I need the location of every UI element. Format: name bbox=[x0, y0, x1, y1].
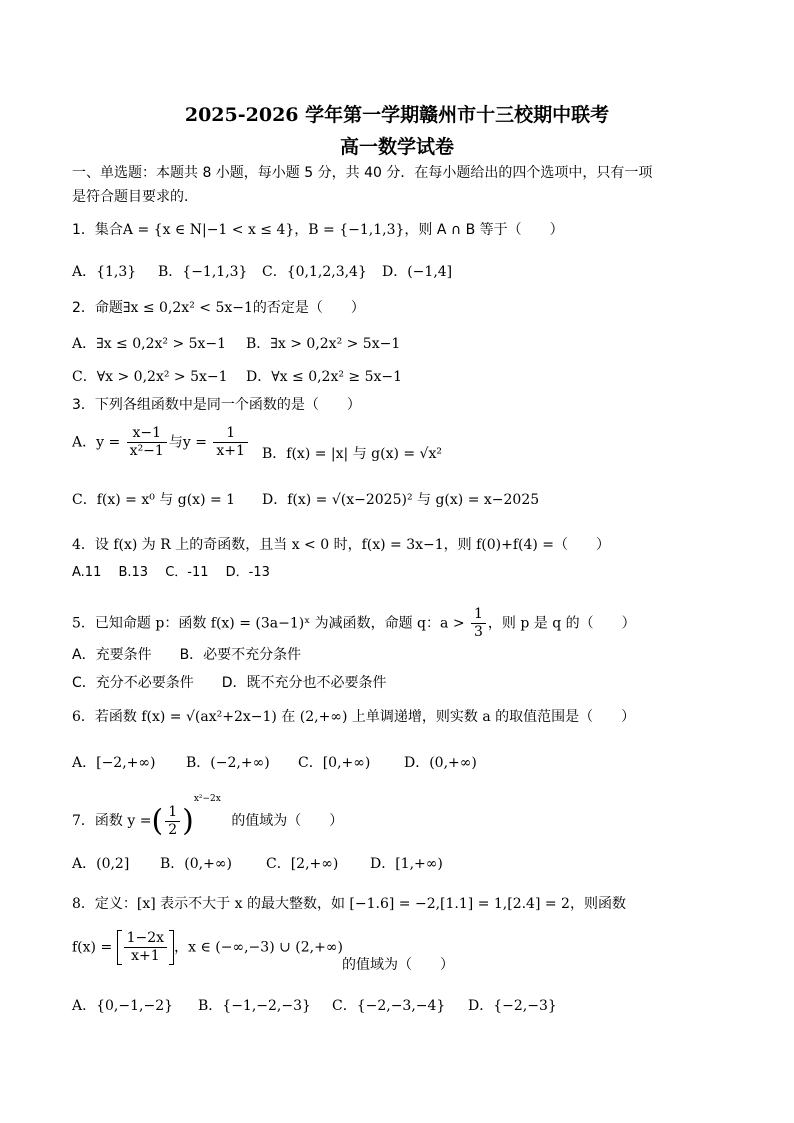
exam-title: 2025-2026 学年第一学期赣州市十三校期中联考 bbox=[184, 104, 610, 126]
q3-option-d: D．f(x) = √(x−2025)² 与 g(x) = x−2025 bbox=[262, 492, 540, 508]
q3-a-mid: 与 bbox=[168, 434, 183, 451]
q3-option-a bbox=[72, 425, 250, 460]
section-instructions-line1: 一、单选题：本题共 8 小题，每小题 5 分，共 40 分．在每小题给出的四个选项中，只有一项 bbox=[72, 165, 653, 181]
question-3-stem: 3．下列各组函数中是同一个函数的是（ ） bbox=[72, 397, 361, 413]
question-1-stem bbox=[72, 222, 564, 240]
q2-option-c: C．∀x > 0,2x² > 5x−1 bbox=[72, 369, 228, 385]
q7-right-paren: ) bbox=[182, 803, 194, 839]
q7-y: y = bbox=[127, 813, 152, 829]
q6-option-d: D．(0,+∞) bbox=[404, 755, 477, 771]
q7-prefix: 7．函数 bbox=[72, 813, 123, 829]
q7-option-b: B．(0,+∞) bbox=[160, 856, 232, 872]
q6-option-a: A．[−2,+∞) bbox=[72, 755, 156, 771]
q5-options-cd: C．充分不必要条件 D．既不充分也不必要条件 bbox=[72, 675, 387, 691]
section-instructions-line2: 是符合题目要求的． bbox=[72, 189, 198, 205]
question-5-stem bbox=[72, 606, 636, 641]
q7-suffix: 的值域为（ ） bbox=[231, 813, 344, 829]
question-2-stem bbox=[72, 300, 365, 318]
q8-fraction bbox=[124, 930, 167, 965]
question-8-stem: 8．定义：[x] 表示不大于 x 的最大整数，如 [−1.6] = −2,[1.1] = 1,[2.4] = 2，则函数 bbox=[72, 896, 626, 912]
q7-exponent: x²−2x bbox=[193, 794, 221, 804]
q7-num: 1 bbox=[165, 804, 180, 822]
q3-a-num2: 1 bbox=[213, 425, 248, 443]
q3-a-den2: x+1 bbox=[216, 442, 245, 459]
q3-a-fraction-1 bbox=[127, 425, 167, 460]
q3-a-fraction-2 bbox=[213, 425, 248, 460]
q3-a-label: A． bbox=[72, 434, 97, 451]
q1-sets: A = {x ∈ N|−1 < x ≤ 4}，B = {−1,1,3} bbox=[122, 222, 405, 238]
q8-option-c: C．{−2,−3,−4} bbox=[332, 998, 446, 1014]
q8-option-b: B．{−1,−2,−3} bbox=[198, 998, 311, 1014]
q7-option-a: A．(0,2] bbox=[72, 856, 130, 872]
q1-option-b: B．{−1,1,3} bbox=[158, 264, 248, 280]
q7-option-d: D．[1,+∞) bbox=[370, 856, 443, 872]
q3-a-y2: y = bbox=[182, 434, 207, 451]
q3-a-y1: y = bbox=[96, 434, 121, 451]
q3-a-num1: x−1 bbox=[127, 425, 167, 443]
q5-den: 3 bbox=[474, 623, 483, 640]
q4-options: A.11 B.13 C．-11 D．-13 bbox=[72, 565, 270, 580]
q7-left-paren: ( bbox=[151, 803, 164, 839]
q1-suffix: ，则 A ∩ B 等于（ ） bbox=[404, 222, 564, 238]
question-4-stem: 4．设 f(x) 为 R 上的奇函数，且当 x < 0 时，f(x) = 3x−1，则 f(0)+f(4) =（ ） bbox=[72, 537, 611, 553]
q8-function bbox=[72, 930, 343, 965]
q3-a-den1: x²−1 bbox=[129, 442, 164, 459]
q5-num: 1 bbox=[471, 606, 486, 624]
q7-fraction bbox=[165, 804, 180, 839]
question-6-stem: 6．若函数 f(x) = √(ax²+2x−1) 在 (2,+∞) 上单调递增，则实数 a 的取值范围是（ ） bbox=[72, 709, 636, 725]
q1-option-c: C．{0,1,2,3,4} bbox=[262, 264, 367, 280]
q5-suffix: ，则 p 是 q 的（ ） bbox=[487, 615, 636, 632]
q6-option-c: C．[0,+∞) bbox=[298, 755, 371, 771]
q2-statement: ∃x ≤ 0,2x² < 5x−1 bbox=[122, 300, 253, 316]
q1-option-d: D．(−1,4] bbox=[382, 264, 453, 280]
q8-suffix: 的值域为（ ） bbox=[342, 957, 454, 973]
q5-prefix: 5．已知命题 p：函数 f(x) = (3a−1)ˣ 为减函数，命题 q： bbox=[72, 615, 441, 632]
question-7-stem bbox=[72, 794, 343, 840]
q2-option-d: D．∀x ≤ 0,2x² ≥ 5x−1 bbox=[246, 369, 403, 385]
q7-option-c: C．[2,+∞) bbox=[266, 856, 339, 872]
q7-den: 2 bbox=[168, 821, 178, 838]
q5-condition: a > bbox=[440, 615, 465, 632]
q2-option-a: A．∃x ≤ 0,2x² > 5x−1 bbox=[72, 336, 227, 352]
q8-floor-bracket bbox=[117, 930, 174, 965]
q2-option-b: B．∃x > 0,2x² > 5x−1 bbox=[246, 336, 401, 352]
q8-fx: f(x) = bbox=[72, 939, 113, 956]
q1-option-a: A．{1,3} bbox=[72, 264, 137, 280]
q3-option-b: B．f(x) = |x| 与 g(x) = √x² bbox=[262, 446, 442, 462]
exam-subtitle: 高一数学试卷 bbox=[339, 136, 454, 158]
q2-suffix: 的否定是（ ） bbox=[252, 300, 365, 316]
q6-option-b: B．(−2,+∞) bbox=[186, 755, 270, 771]
q8-domain: ，x ∈ (−∞,−3) ∪ (2,+∞) bbox=[174, 939, 343, 956]
q5-fraction bbox=[471, 606, 486, 641]
q8-num: 1−2x bbox=[124, 930, 167, 948]
q2-prefix: 2．命题 bbox=[72, 300, 123, 316]
q5-options-ab: A．充要条件 B．必要不充分条件 bbox=[72, 647, 302, 663]
q8-option-a: A．{0,−1,−2} bbox=[72, 998, 174, 1014]
q3-option-c: C．f(x) = x⁰ 与 g(x) = 1 bbox=[72, 492, 236, 508]
q8-option-d: D．{−2,−3} bbox=[468, 998, 557, 1014]
q1-prefix: 1．集合 bbox=[72, 222, 123, 238]
q8-den: x+1 bbox=[131, 947, 160, 964]
